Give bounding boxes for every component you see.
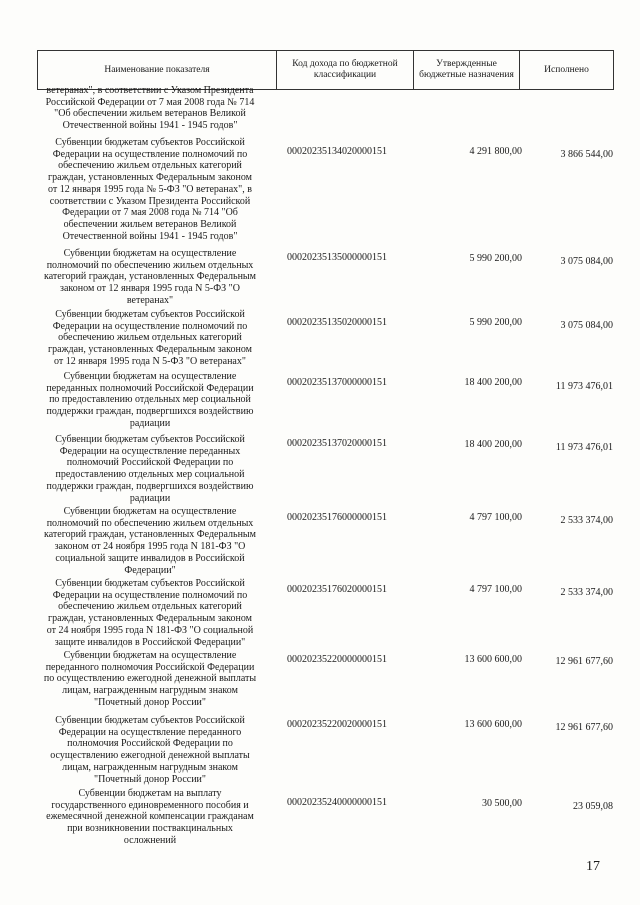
row-executed: 12 961 677,60 [555,656,613,667]
row-executed: 23 059,08 [573,801,613,812]
row-name: Субвенции бюджетам субъектов Российской Федерации на осуществление полномочий по обеспечению жильем отдельных категорий граждан, установленных Федеральным законом от 12 января 1995 года № 5-ФЗ "О ветеранах", в соответствии с Указом Президента Российской Федерации от 7 мая 2008 года № 714 "Об обеспечении жильем ветеранов Великой Отечественной войны 1941 - 1945 годов" [48,137,252,242]
row-code: 00020235137020000151 [287,438,387,449]
row-name: Субвенции бюджетам субъектов Российской Федерации на осуществление переданных полномочий Российской Федерации по предоставлению отдельных мер социальной поддержки граждан, подвергшихся воздействию радиации [46,434,254,504]
row-code: 00020235135000000151 [287,252,387,263]
row-approved: 13 600 600,00 [464,654,522,665]
row-executed: 3 866 544,00 [560,149,613,160]
header-approved: Утвержденные бюджетные назначения [413,51,519,89]
row-code: 00020235135020000151 [287,317,387,328]
row-approved: 5 990 200,00 [469,317,522,328]
row-executed: 3 075 084,00 [560,256,613,267]
row-name: Субвенции бюджетам субъектов Российской Федерации на осуществление полномочий по обеспечению жильем отдельных категорий граждан, установленных Федеральным законом от 24 ноября 1995 года N 181-ФЗ "О социальной защите инвалидов в Российской Федерации" [46,578,254,648]
header-executed: Исполнено [519,51,613,89]
row-approved: 30 500,00 [482,798,522,809]
row-approved: 18 400 200,00 [464,377,522,388]
row-executed: 2 533 374,00 [560,515,613,526]
row-code: 00020235220000000151 [287,654,387,665]
row-code: 00020235137000000151 [287,377,387,388]
row-code: 00020235240000000151 [287,797,387,808]
row-approved: 4 291 800,00 [469,146,522,157]
row-name: Субвенции бюджетам субъектов Российской Федерации на осуществление переданного полномочия Российской Федерации по осуществлению ежегодной денежной выплаты лицам, награжденным нагрудным знаком "Почетный донор России" [50,715,250,785]
row-name: Субвенции бюджетам субъектов Российской Федерации на осуществление полномочий по обеспечению жильем отдельных категорий граждан, установленных Федеральным законом от 12 января 1995 года N 5-ФЗ "О ветеранах" [48,309,252,367]
page-number: 17 [586,859,600,874]
row-code: 00020235176020000151 [287,584,387,595]
row-approved: 4 797 100,00 [469,584,522,595]
row-code: 00020235134020000151 [287,146,387,157]
table-header [37,50,614,90]
row-name: Субвенции бюджетам на осуществление полномочий по обеспечению жильем отдельных категорий граждан, установленных Федеральным законом от 24 ноября 1995 года N 181-ФЗ "О социальной защите инвалидов в Российской Федерации" [44,506,256,576]
header-code: Код дохода по бюджетной классификации [276,51,413,89]
header-name: Наименование показателя [104,64,210,75]
row-executed: 2 533 374,00 [560,587,613,598]
row-executed: 11 973 476,01 [555,442,613,453]
row-approved: 13 600 600,00 [464,719,522,730]
row-executed: 11 973 476,01 [555,381,613,392]
row-name: Субвенции бюджетам на осуществление переданных полномочий Российской Федерации по предоставлению отдельных мер социальной поддержки граждан, подвергшихся воздействию радиации [46,371,254,429]
row-approved: 5 990 200,00 [469,253,522,264]
row-executed: 12 961 677,60 [555,722,613,733]
row-approved: 18 400 200,00 [464,439,522,450]
row-name: ветеранах", в соответствии с Указом Президента Российской Федерации от 7 мая 2008 года № 714 "Об обеспечении жильем ветеранов Великой Отечественной войны 1941 - 1945 годов" [45,85,255,132]
row-executed: 3 075 084,00 [560,320,613,331]
row-code: 00020235176000000151 [287,512,387,523]
table-body [33,85,618,855]
row-name: Субвенции бюджетам на осуществление полномочий по обеспечению жильем отдельных категорий граждан, установленных Федеральным законом от 12 января 1995 года N 5-ФЗ "О ветеранах" [44,248,256,306]
row-code: 00020235220020000151 [287,719,387,730]
row-name: Субвенции бюджетам на осуществление переданного полномочия Российской Федерации по осуществлению ежегодной денежной выплаты лицам, награжденным нагрудным знаком "Почетный донор России" [43,650,257,708]
row-approved: 4 797 100,00 [469,512,522,523]
row-name: Субвенции бюджетам на выплату государственного единовременного пособия и ежемесячной денежной компенсации гражданам при возникновении поствакцинальных осложнений [46,788,254,846]
